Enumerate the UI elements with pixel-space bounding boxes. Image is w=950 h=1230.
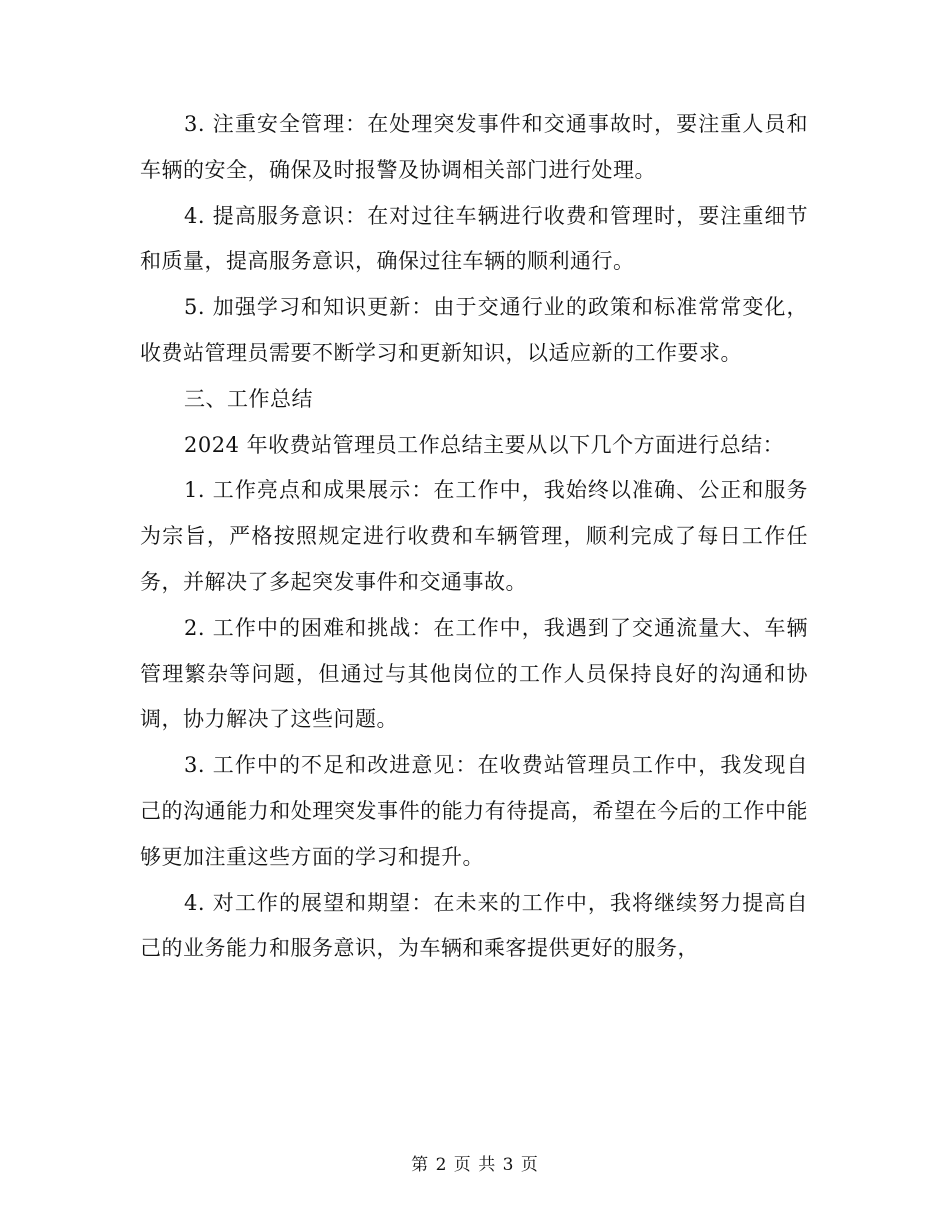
paragraph-difficulties: 2. 工作中的困难和挑战：在工作中，我遇到了交通流量大、车辆管理繁杂等问题，但通过与其他岗位的工作人员保持良好的沟通和协调，协力解决了这些问题。 <box>140 615 808 732</box>
paragraph-service-awareness: 4. 提高服务意识：在对过往车辆进行收费和管理时，要注重细节和质量，提高服务意识，确保过往车辆的顺利通行。 <box>140 203 808 274</box>
paragraph-highlights: 1. 工作亮点和成果展示：在工作中，我始终以准确、公正和服务为宗旨，严格按照规定进行收费和车辆管理，顺利完成了每日工作任务，并解决了多起突发事件和交通事故。 <box>140 478 808 594</box>
paragraph-shortcomings: 3. 工作中的不足和改进意见：在收费站管理员工作中，我发现自己的沟通能力和处理突发事件的能力有待提高，希望在今后的工作中能够更加注重这些方面的学习和提升。 <box>140 753 808 869</box>
paragraph-safety-management: 3. 注重安全管理：在处理突发事件和交通事故时，要注重人员和车辆的安全，确保及时报警及协调相关部门进行处理。 <box>140 112 808 182</box>
document-body <box>140 102 808 972</box>
paragraph-outlook: 4. 对工作的展望和期望：在未来的工作中，我将继续努力提高自己的业务能力和服务意识，为车辆和乘客提供更好的服务， <box>140 890 808 961</box>
paragraph-summary-intro: 2024 年收费站管理员工作总结主要从以下几个方面进行总结： <box>184 432 785 457</box>
page-footer: 第 2 页 共 3 页 <box>411 1155 539 1175</box>
paragraph-learning-update: 5. 加强学习和知识更新：由于交通行业的政策和标准常常变化，收费站管理员需要不断学习和更新知识，以适应新的工作要求。 <box>140 295 808 365</box>
section-heading-work-summary: 三、工作总结 <box>184 386 313 411</box>
